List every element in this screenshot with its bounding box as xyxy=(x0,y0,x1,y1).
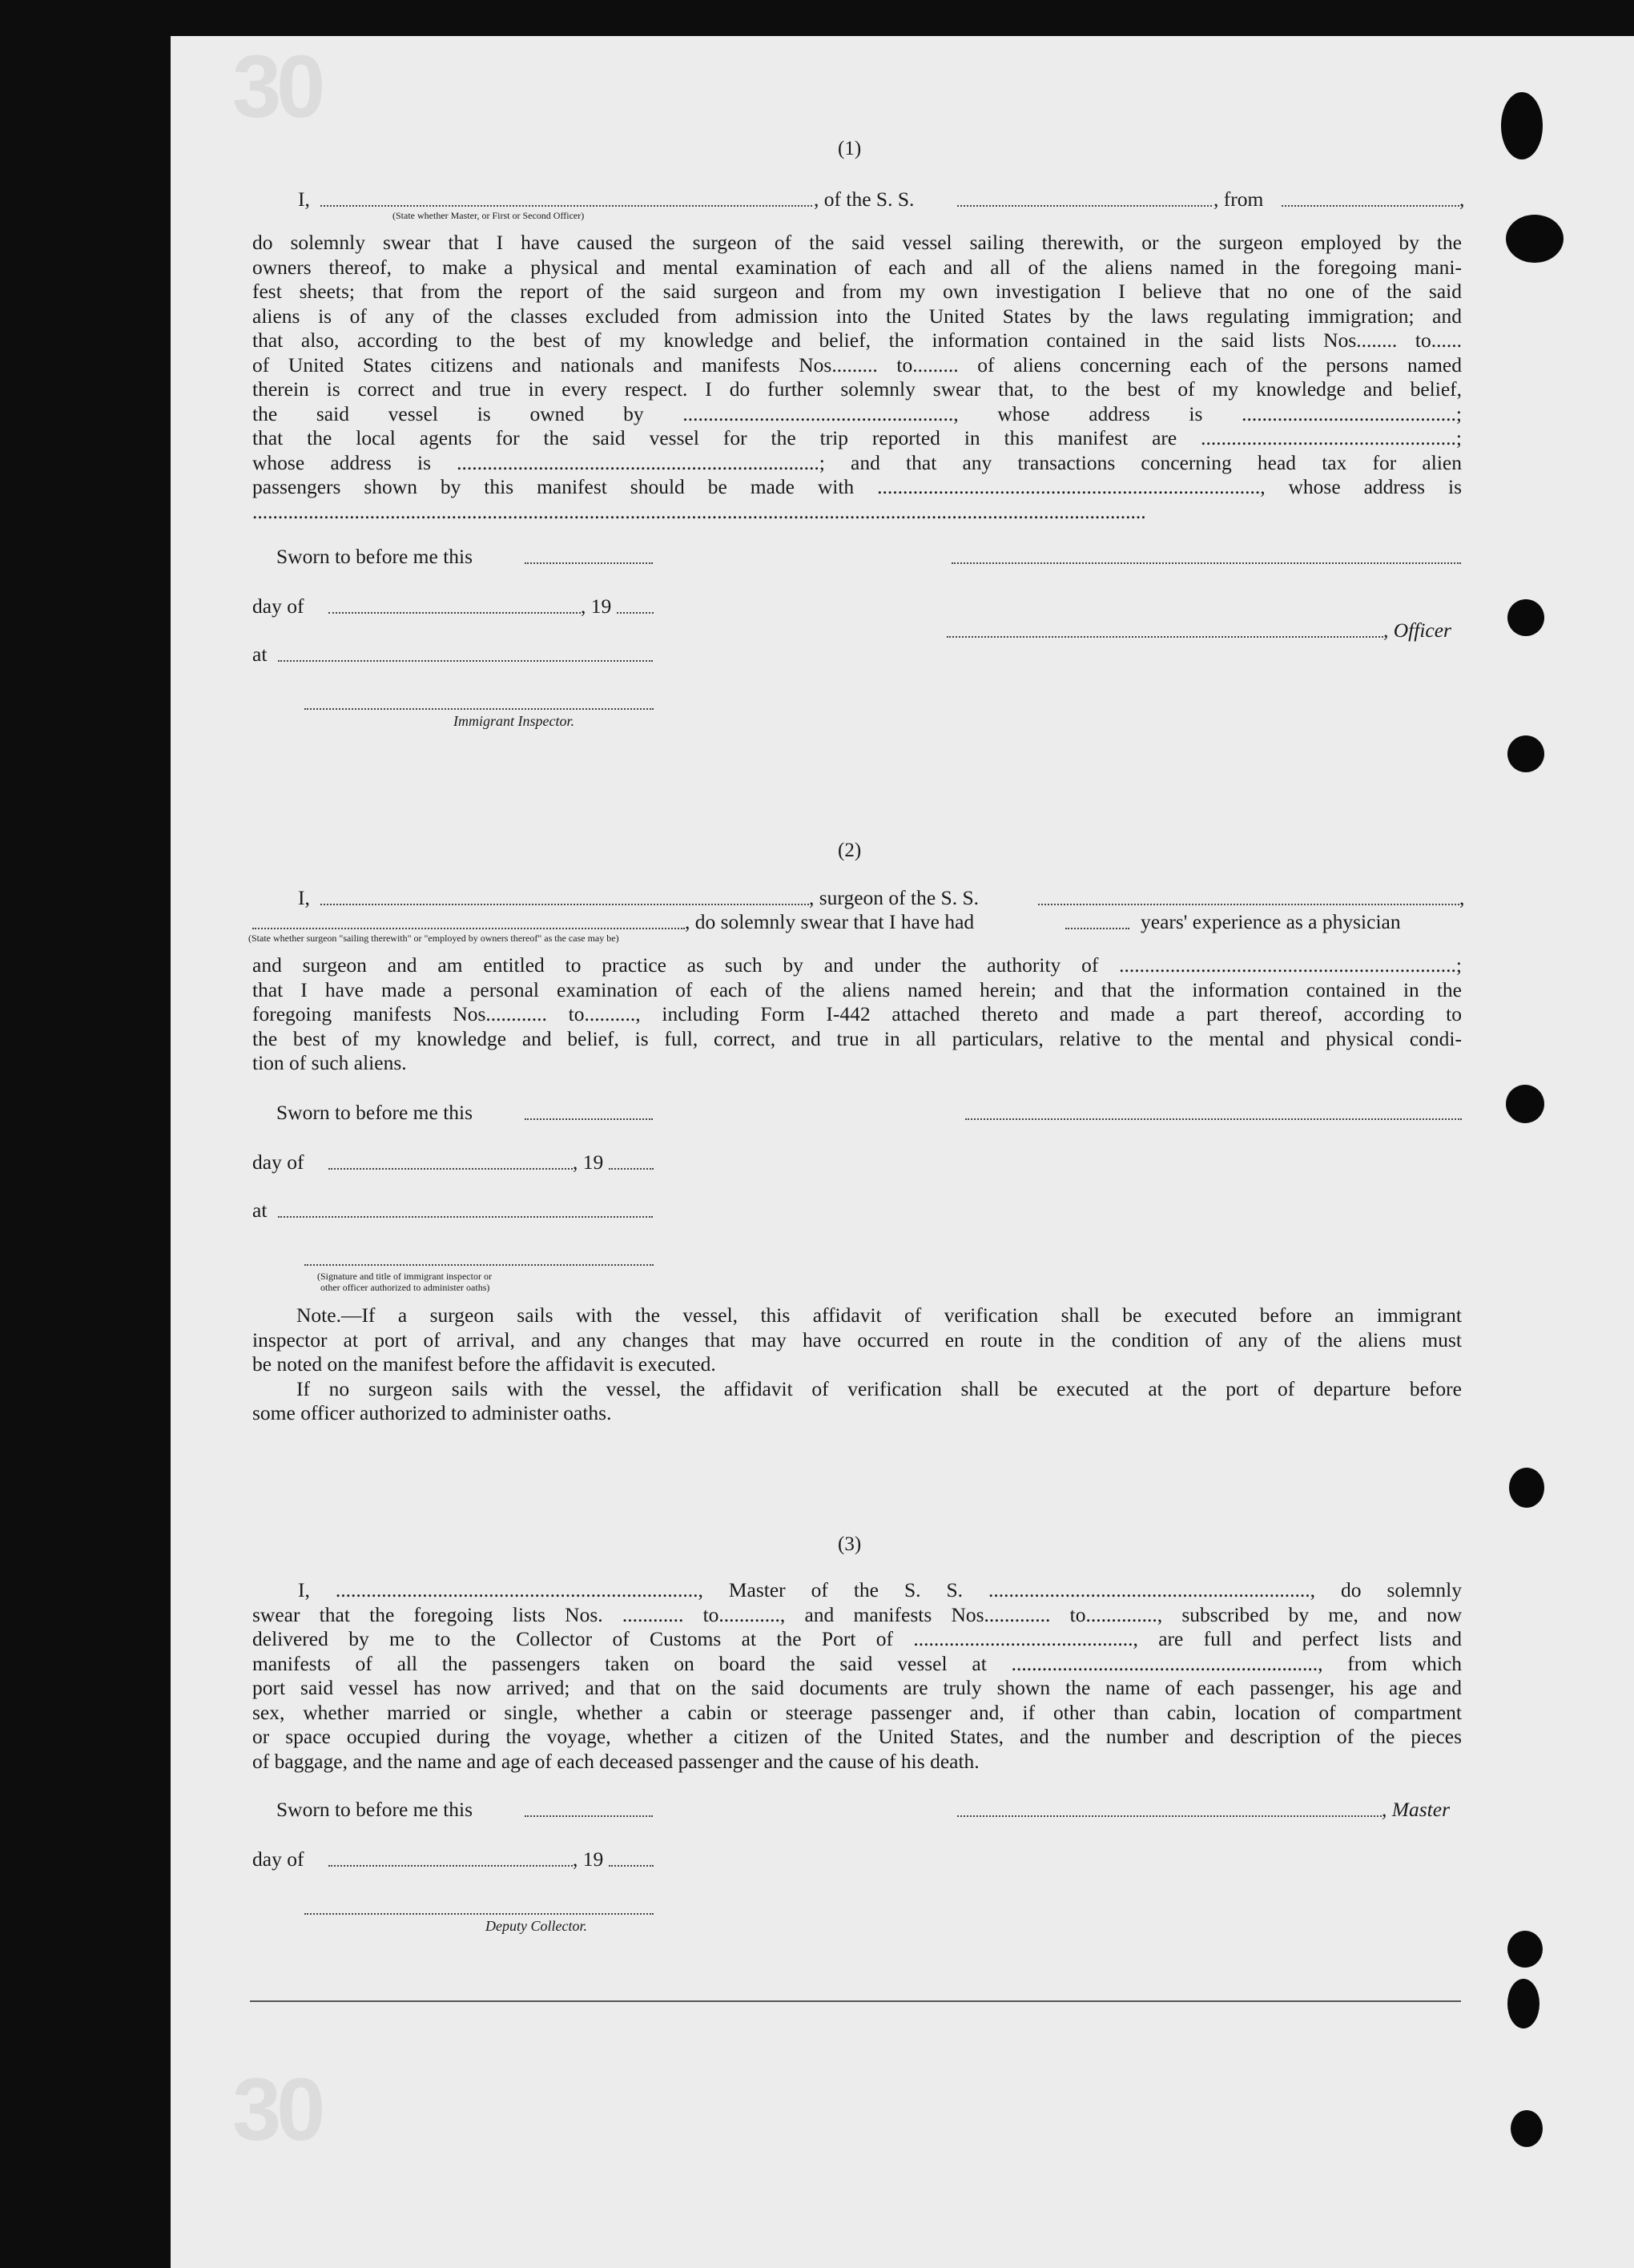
s2-years-field[interactable] xyxy=(1065,928,1129,929)
s1-oath-line: aliens is of any of the classes excluded from admission into the United States by the laws regulating immigration; and xyxy=(252,304,1462,328)
s1-at-label: at xyxy=(252,643,268,666)
s2-swear-label: , do solemnly swear that I have had xyxy=(685,910,975,933)
s1-from-port-field[interactable] xyxy=(1282,205,1459,207)
s1-master-caption: (State whether Master, or First or Second Officer) xyxy=(392,210,585,221)
punch-hole-icon xyxy=(1507,735,1544,772)
s3-master-label: , Master xyxy=(1382,1798,1450,1821)
s1-sworn-date-field[interactable] xyxy=(525,562,653,564)
ghost-page-number-bottom: 30 xyxy=(232,2061,321,2159)
s2-oath-line: foregoing manifests Nos............ to.........., including Form I-442 attached thereto and made a part thereof, according to xyxy=(252,1002,1462,1025)
s1-officer-name-field[interactable] xyxy=(320,205,812,207)
note-line: inspector at port of arrival, and any changes that may have occurred en route in the condition of any of the aliens must xyxy=(252,1327,1462,1352)
s2-day-of-label: day of xyxy=(252,1150,304,1174)
s3-oath-line: or space occupied during the voyage, whether a citizen of the United States, and the number and description of the pieces xyxy=(252,1725,1462,1748)
s1-oath-line: that also, according to the best of my knowledge and belief, the information contained in the said lists Nos........ to...... xyxy=(252,328,1462,352)
s1-from-label: , from xyxy=(1213,187,1264,211)
s2-surgeon-type-field[interactable] xyxy=(252,928,685,929)
s2-at-label: at xyxy=(252,1198,268,1222)
s1-oath-line: ............................................................................................................................................................................... xyxy=(252,499,1146,523)
s2-inspector-signature-field[interactable] xyxy=(304,1264,654,1266)
s2-vessel-name-field[interactable] xyxy=(1038,904,1459,905)
s3-oath-line: of baggage, and the name and age of each deceased passenger and the cause of his death. xyxy=(252,1749,980,1773)
s2-surgeon-signature-field[interactable] xyxy=(965,1118,1462,1120)
s1-day-of-label: day of xyxy=(252,594,304,618)
s1-i-label: I, xyxy=(298,187,310,211)
s2-year-label: , 19 xyxy=(573,1150,604,1174)
s3-year-label: , 19 xyxy=(573,1847,604,1871)
s1-at-field[interactable] xyxy=(278,660,653,662)
punch-hole-icon xyxy=(1511,2110,1543,2147)
s1-oath-paragraph xyxy=(252,231,1462,524)
s3-oath-paragraph xyxy=(252,1578,1462,1774)
s1-officer-signature-field[interactable] xyxy=(952,562,1461,564)
s1-inspector-caption: Immigrant Inspector. xyxy=(453,713,574,729)
note-line: be noted on the manifest before the affidavit is executed. xyxy=(252,1352,716,1376)
s3-year-field[interactable] xyxy=(609,1865,654,1867)
s3-collector-signature-field[interactable] xyxy=(304,1913,654,1915)
s3-oath-line: sex, whether married or single, whether a cabin or steerage passenger and, if other than cabin, location of compartment xyxy=(252,1700,1462,1724)
ghost-page-number-top: 30 xyxy=(232,38,321,136)
section-number-3: (3) xyxy=(838,1533,862,1555)
s2-day-of-field[interactable] xyxy=(328,1168,573,1170)
punch-hole-icon xyxy=(1509,1468,1544,1508)
s3-day-of-label: day of xyxy=(252,1847,304,1871)
s1-oath-line: passengers shown by this manifest should be made with ..........................................................................., whose address is xyxy=(252,475,1462,498)
note-paragraph xyxy=(252,1303,1462,1426)
note-line: some officer authorized to administer oaths. xyxy=(252,1401,612,1424)
punch-hole-icon xyxy=(1507,1979,1539,2028)
s2-surgeon-name-field[interactable] xyxy=(320,904,809,905)
s2-i-label: I, xyxy=(298,886,310,909)
s1-oath-line: the said vessel is owned by ....................................................., whose address is ..........................................; xyxy=(252,401,1462,425)
s1-inspector-signature-field[interactable] xyxy=(304,708,654,710)
punch-hole-icon xyxy=(1507,599,1544,636)
bottom-divider xyxy=(250,2000,1461,2002)
s2-sworn-date-field[interactable] xyxy=(525,1118,653,1120)
s2-oath-line: and surgeon and am entitled to practice as such by and under the authority of ..................................................................; xyxy=(252,953,1462,977)
s2-year-field[interactable] xyxy=(609,1168,654,1170)
s2-sworn-label: Sworn to before me this xyxy=(276,1101,473,1124)
s1-officer-label: , Officer xyxy=(1383,618,1451,642)
s3-oath-line: manifests of all the passengers taken on board the said vessel at ............................................................, from which xyxy=(252,1651,1462,1675)
s2-oath-line: that I have made a personal examination of each of the aliens named herein; and that the information contained in the xyxy=(252,977,1462,1001)
s1-oath-line: therein is correct and true in every respect. I do further solemnly swear that, to the best of my knowledge and belief, xyxy=(252,377,1462,401)
s3-oath-line: I, ......................................................................., Master of the S. S. ..............................................................., do solemnly xyxy=(298,1578,1462,1601)
s2-signature-caption-1: (Signature and title of immigrant inspector or xyxy=(317,1271,492,1282)
s1-sworn-label: Sworn to before me this xyxy=(276,545,473,568)
s1-year-label: , 19 xyxy=(581,594,612,618)
punch-hole-icon xyxy=(1506,215,1564,263)
s2-oath-paragraph xyxy=(252,953,1462,1076)
s3-day-of-field[interactable] xyxy=(328,1865,573,1867)
s1-oath-line: of United States citizens and nationals and manifests Nos......... to......... of aliens concerning each of the persons named xyxy=(252,352,1462,377)
section-number-2: (2) xyxy=(838,840,862,861)
note-line: If no surgeon sails with the vessel, the affidavit of verification shall be executed at the port of departure before xyxy=(296,1376,1462,1400)
s1-year-field[interactable] xyxy=(617,612,654,614)
s1-oath-line: whose address is .......................................................................; and that any transactions concerning head tax for alien xyxy=(252,450,1462,474)
s2-comma: , xyxy=(1459,886,1465,909)
punch-hole-icon xyxy=(1507,1931,1543,1968)
s3-master-signature-field[interactable] xyxy=(957,1815,1382,1817)
s3-sworn-date-field[interactable] xyxy=(525,1815,653,1817)
s2-surgeon-label: , surgeon of the S. S. xyxy=(809,886,980,909)
s2-surgeon-caption: (State whether surgeon "sailing therewith" or "employed by owners thereof" as the case may be) xyxy=(248,933,619,944)
s3-oath-line: swear that the foregoing lists Nos. ............ to............, and manifests Nos............. to.............., subscribed by me, and now xyxy=(252,1602,1462,1626)
s1-oath-line: fest sheets; that from the report of the said surgeon and from my own investigation I believe that no one of the said xyxy=(252,280,1462,303)
s1-comma: , xyxy=(1459,187,1465,211)
s3-oath-line: delivered by me to the Collector of Customs at the Port of ..........................................., are full and perfect lists and xyxy=(252,1627,1462,1650)
s1-vessel-name-field[interactable] xyxy=(957,205,1212,207)
s3-sworn-label: Sworn to before me this xyxy=(276,1798,473,1821)
s2-years-label: years' experience as a physician xyxy=(1141,910,1401,933)
s3-collector-caption: Deputy Collector. xyxy=(485,1918,587,1934)
s3-oath-line: port said vessel has now arrived; and that on the said documents are truly shown the name of each passenger, his age and xyxy=(252,1676,1462,1699)
s1-officer-title-field[interactable] xyxy=(947,636,1383,638)
s2-at-field[interactable] xyxy=(278,1216,653,1218)
s2-signature-caption-2: other officer authorized to administer oaths) xyxy=(320,1282,490,1293)
s1-oath-line: that the local agents for the said vessel for the trip reported in this manifest are ..................................................; xyxy=(252,426,1462,449)
punch-hole-icon xyxy=(1506,1085,1544,1123)
punch-hole-icon xyxy=(1501,92,1543,159)
s2-oath-line: the best of my knowledge and belief, is full, correct, and true in all particulars, relative to the mental and physical condi- xyxy=(252,1026,1462,1050)
s1-of-ss-label: , of the S. S. xyxy=(814,187,915,211)
section-number-1: (1) xyxy=(838,138,862,159)
s1-day-of-field[interactable] xyxy=(328,612,581,614)
s2-oath-line: tion of such aliens. xyxy=(252,1051,407,1074)
s1-oath-line: owners thereof, to make a physical and mental examination of each and all of the aliens named in the foregoing mani- xyxy=(252,255,1462,279)
s1-oath-line: do solemnly swear that I have caused the surgeon of the said vessel sailing therewith, or the surgeon employed by the xyxy=(252,231,1462,254)
note-line: Note.—If a surgeon sails with the vessel, this affidavit of verification shall be executed before an immigrant xyxy=(296,1303,1462,1327)
